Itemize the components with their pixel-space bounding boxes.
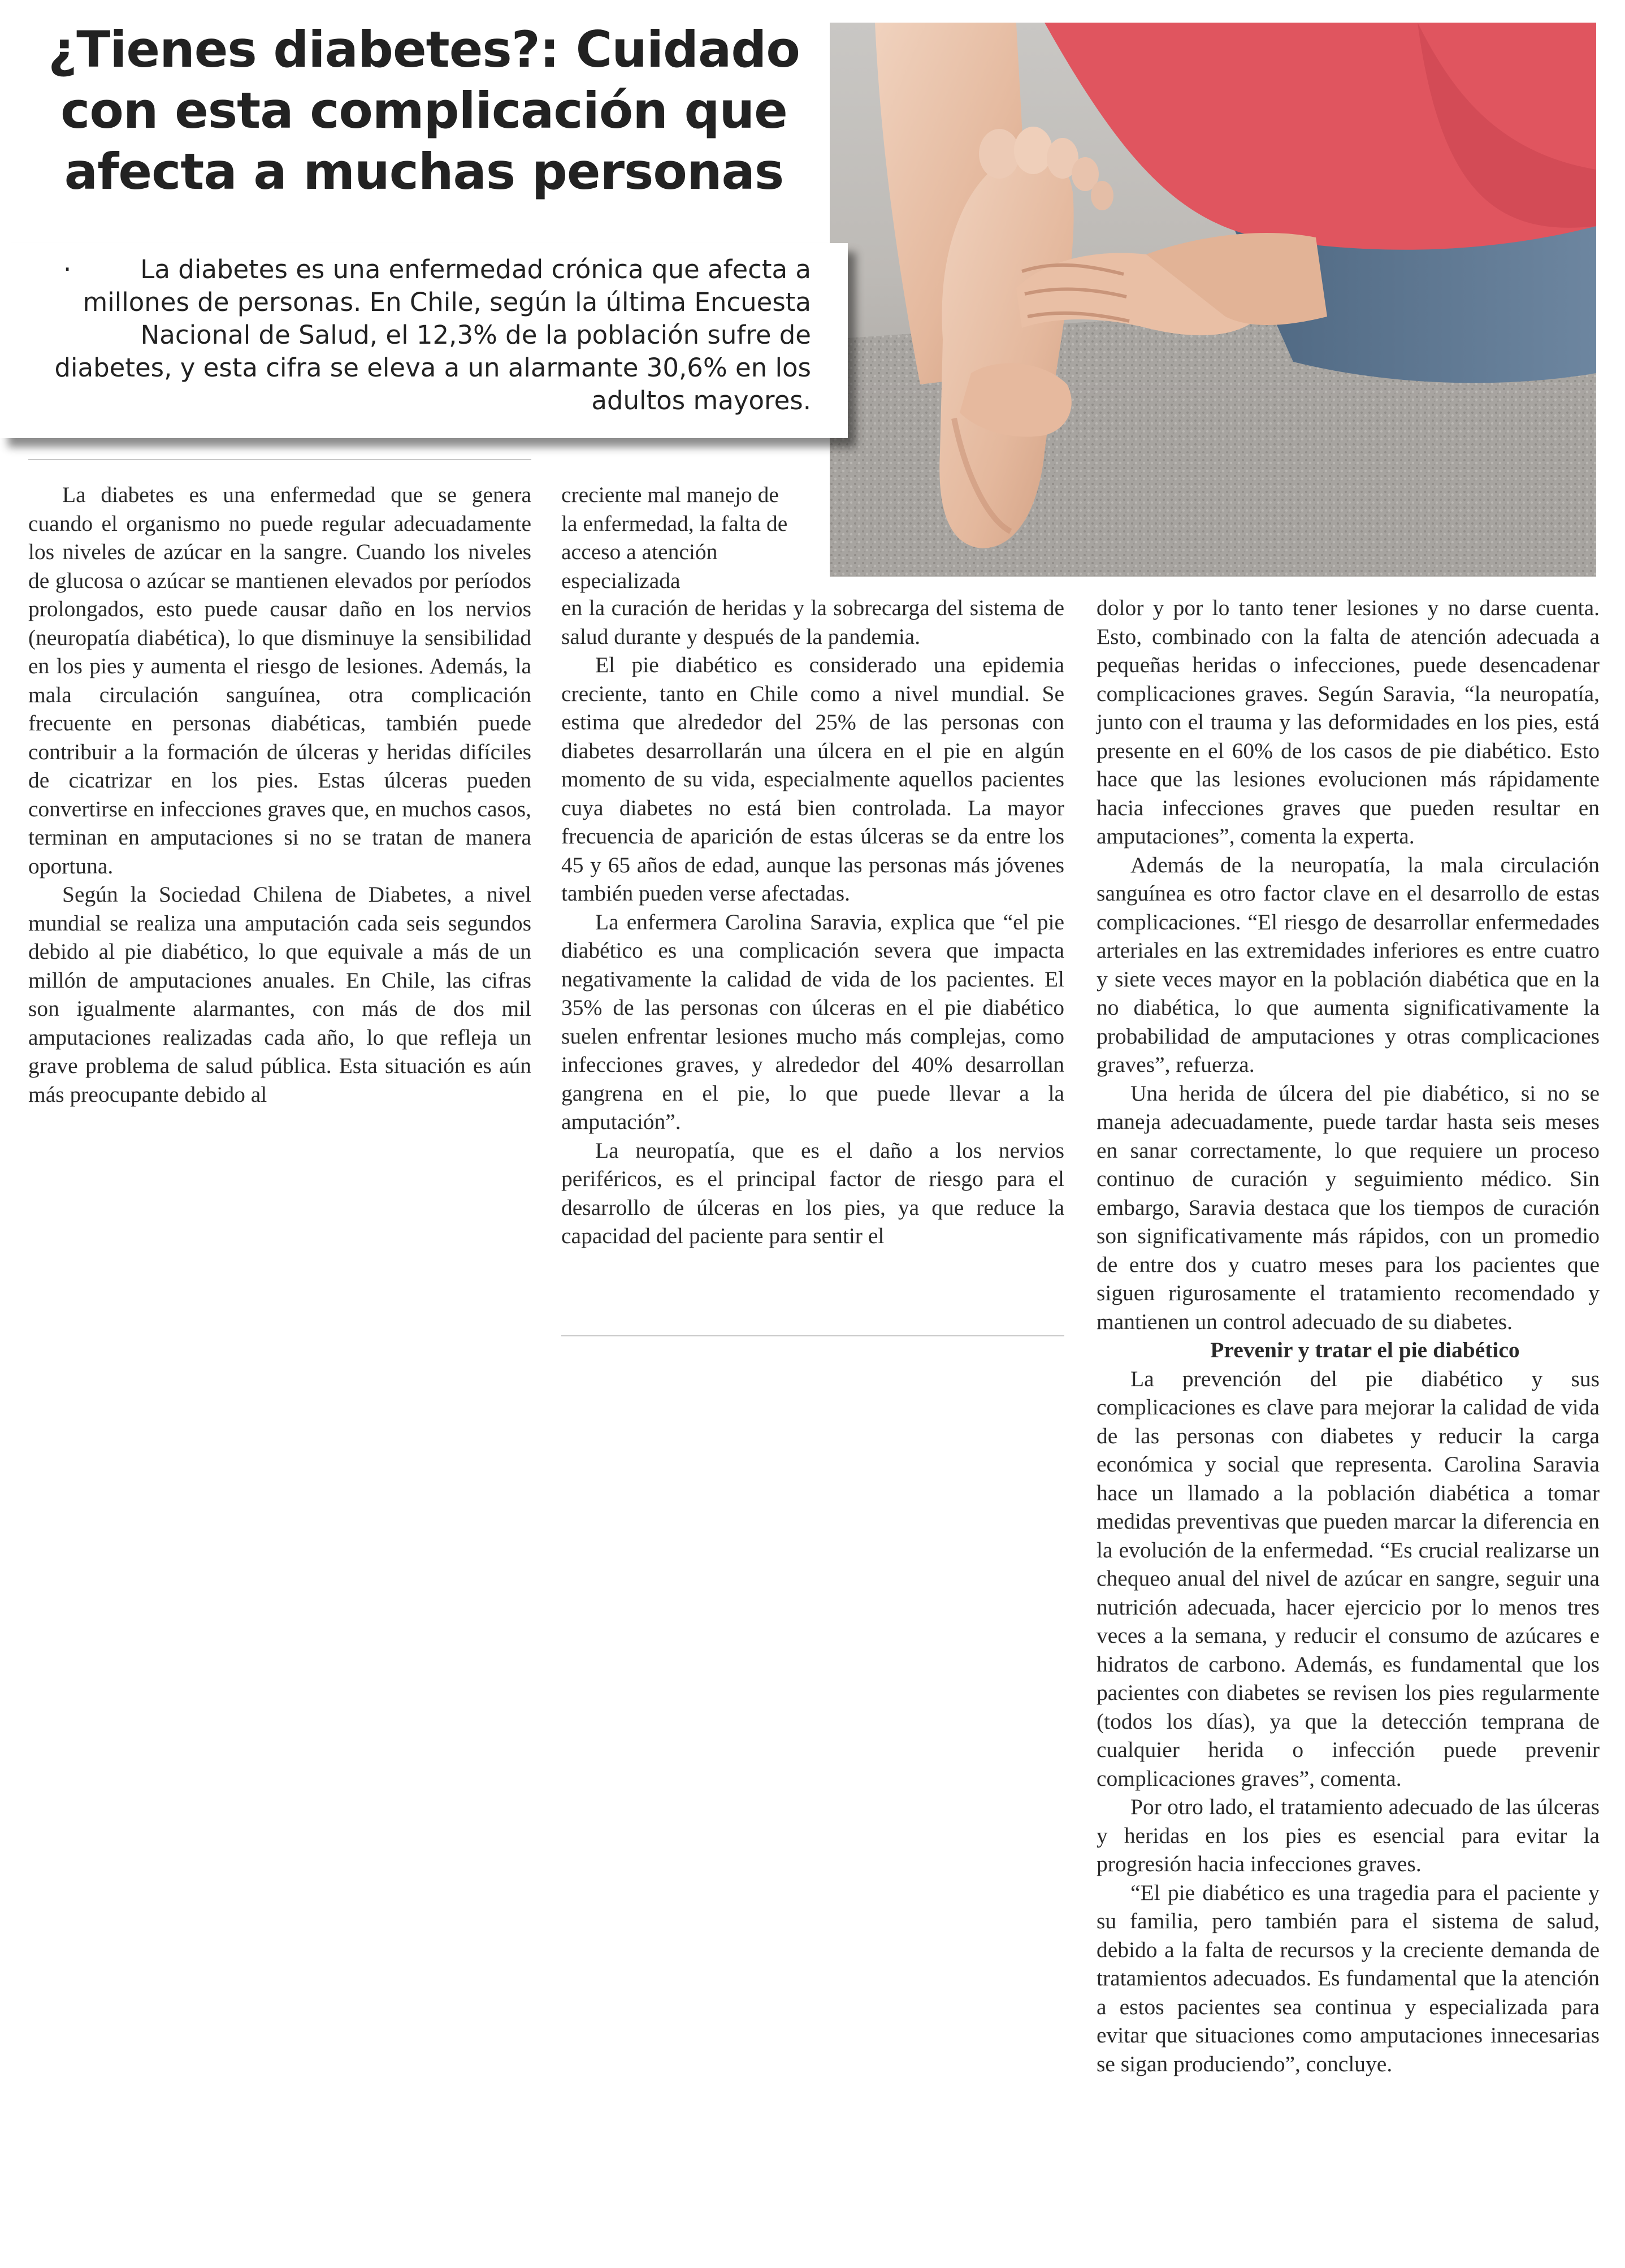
paragraph: Por otro lado, el tratamiento adecuado de las úlceras y heridas en los pies es esencial para evitar la progresión hacia infecciones graves.	[1097, 1794, 1600, 1876]
paragraph: dolor y por lo tanto tener lesiones y no darse cuenta. Esto, combinado con la falta de atención adecuada a pequeñas heridas o infecciones, puede desencadenar complicaciones graves. Según Saravia, “la neuropatía, junto con el trauma y las deformidades en los pies, está presente en el 60% de los casos de pie diabético. Esto hace que las lesiones evolucionen más rápidamente hacia infecciones graves que pueden resultar en amputaciones”, comenta la experta.	[1097, 595, 1600, 849]
article-column-1	[28, 481, 531, 1109]
paragraph: La diabetes es una enfermedad que se genera cuando el organismo no puede regular adecuadamente los niveles de azúcar en la sangre. Cuando los niveles de glucosa o azúcar se mantienen elevados por períodos prolongados, esto puede causar daño en los nervios (neuropatía diabética), lo que disminuye la sensibilidad en los pies y aumenta el riesgo de lesiones. Además, la mala circulación sanguínea, otra complicación frecuente en personas diabéticas, también puede contribuir a la formación de úlceras y heridas difíciles de cicatrizar en los pies. Estas úlceras pueden convertirse en infecciones graves que, en muchos casos, terminan en amputaciones si no se tratan de manera oportuna.	[28, 482, 531, 878]
section-subheading: Prevenir y tratar el pie diabético	[1210, 1338, 1520, 1362]
article-headline: ¿Tienes diabetes?: Cuidado con esta complicación que afecta a muchas personas	[48, 20, 800, 201]
paragraph: Una herida de úlcera del pie diabético, si no se maneja adecuadamente, puede tardar hasta seis meses en sanar correctamente, lo que requiere un proceso continuo de curación y seguimiento médico. Sin embargo, Saravia destaca que los tiempos de curación son significativamente más rápidos, con un promedio de entre dos y cuatro meses para los pacientes que siguen rigurosamente el tratamiento recomendado y mantienen un control adecuado de su diabetes.	[1097, 1080, 1600, 1334]
paragraph: Según la Sociedad Chilena de Diabetes, a nivel mundial se realiza una amputación cada seis segundos debido al pie diabético, lo que equivale a más de un millón de amputaciones anuales. En Chile, las cifras son igualmente alarmantes, con más de dos mil amputaciones realizadas cada año, lo que refleja un grave problema de salud pública. Esta situación es aún más preocupante debido al	[28, 882, 531, 1107]
paragraph: en la curación de heridas y la sobrecarga del sistema de salud durante y después de la pandemia.	[561, 595, 1064, 649]
column-divider-bottom	[561, 1335, 1064, 1336]
lead-bullet: ·	[63, 254, 72, 284]
paragraph: La enfermera Carolina Saravia, explica que “el pie diabético es una complicación severa que impacta negativamente la calidad de vida de los pacientes. El 35% de las personas con úlceras en el pie diabético suelen enfrentar lesiones mucho más complejas, como infecciones graves, y alrededor del 40% desarrollan gangrena en el pie, lo que puede llevar a la amputación”.	[561, 909, 1064, 1134]
article-column-2	[561, 594, 1064, 1250]
article-column-2-top	[561, 481, 799, 595]
paragraph: La prevención del pie diabético y sus complicaciones es clave para mejorar la calidad de vida de las personas con diabetes y reducir la carga económica y social que representa. Carolina Saravia hace un llamado a la población diabética a tomar medidas preventivas que pueden marcar la diferencia en la evolución de la enfermedad. “Es crucial realizarse un chequeo anual del nivel de azúcar en sangre, seguir una nutrición adecuada, hacer ejercicio por lo menos tres veces a la semana, y reducir el consumo de azúcares e hidratos de carbono. Además, es fundamental que los pacientes con diabetes se revisen los pies regularmente (todos los días), ya que la detección temprana de cualquier herida o infección puede prevenir complicaciones graves”, comenta.	[1097, 1366, 1600, 1791]
paragraph: El pie diabético es considerado una epidemia creciente, tanto en Chile como a nivel mundial. Se estima que alrededor del 25% de las personas con diabetes desarrollarán una úlcera en el pie en algún momento de su vida, especialmente aquellos pacientes cuya diabetes no está bien controlada. La mayor frecuencia de aparición de estas úlceras se da entre los 45 y 65 años de edad, aunque las personas más jóvenes también pueden verse afectadas.	[561, 652, 1064, 906]
paragraph: Además de la neuropatía, la mala circulación sanguínea es otro factor clave en el desarrollo de estas complicaciones. “El riesgo de desarrollar enfermedades arteriales en las extremidades inferiores es entre cuatro y siete veces mayor en la población diabética que en la no diabética, lo que aumenta significativamente la probabilidad de amputaciones y otras complicaciones graves”, refuerza.	[1097, 852, 1600, 1077]
paragraph: creciente mal manejo de la enfermedad, la falta de acceso a atención especializada	[561, 482, 788, 593]
column-divider-top	[28, 459, 531, 460]
lead-summary: La diabetes es una enfermedad crónica que afecta a millones de personas. En Chile, según la última Encuesta Nacional de Salud, el 12,3% de la población sufre de diabetes, y esta cifra se eleva a un alarmante 30,6% en los adultos mayores.	[54, 254, 811, 415]
article-column-3	[1097, 594, 1600, 2078]
paragraph: “El pie diabético es una tragedia para el paciente y su familia, pero también para el sistema de salud, debido a la falta de recursos y la creciente demanda de tratamientos adecuados. Es fundamental que la atención a estos pacientes sea continua y especializada para evitar que situaciones como amputaciones innecesarias se sigan produciendo”, concluye.	[1097, 1880, 1600, 2076]
foot-pain-photo	[830, 23, 1596, 577]
paragraph: La neuropatía, que es el daño a los nervios periféricos, es el principal factor de riesgo para el desarrollo de úlceras en los pies, ya que reduce la capacidad del paciente para sentir el	[561, 1137, 1064, 1248]
